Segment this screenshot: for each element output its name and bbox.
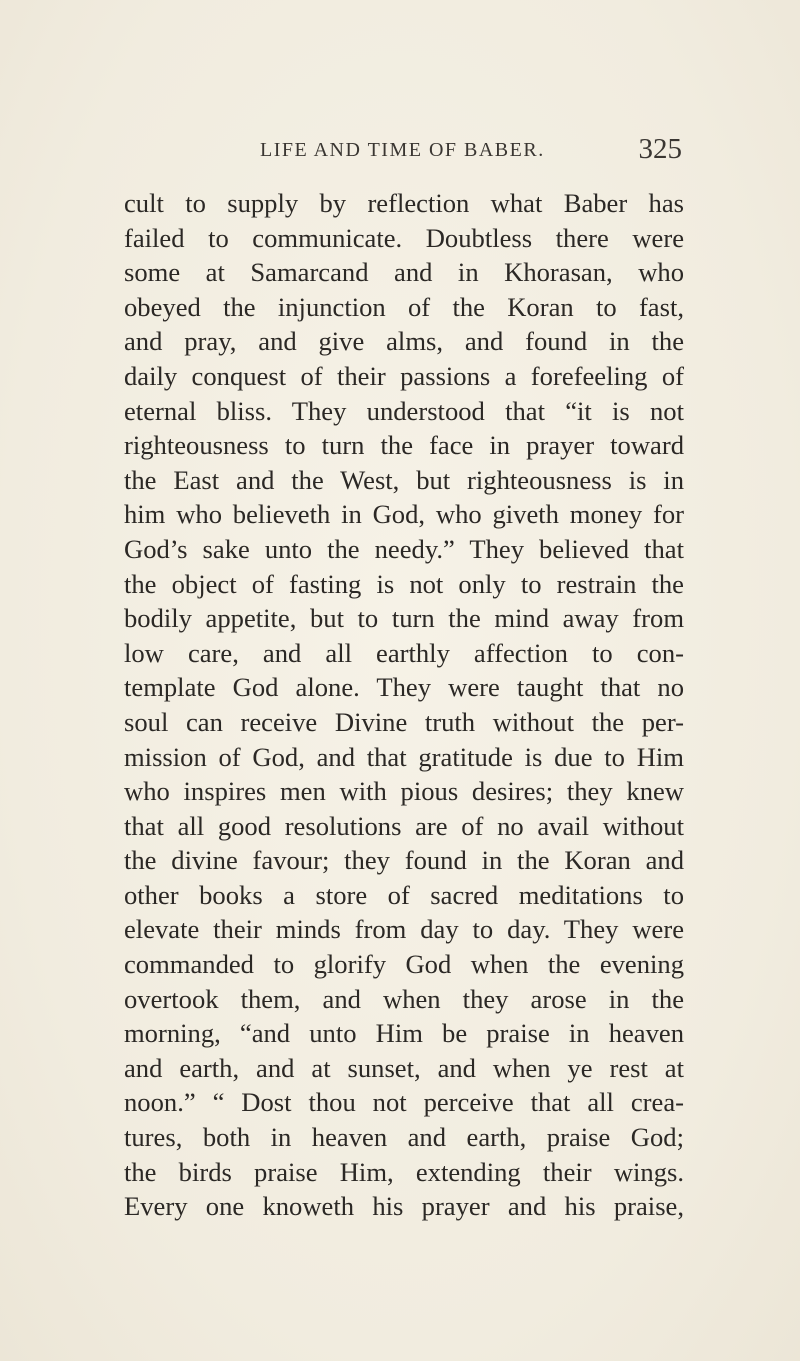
text-line: eternal bliss. They understood that “it is not [124,395,684,426]
text-line: mission of God, and that gratitude is due to Him [124,741,684,772]
text-line: bodily appetite, but to turn the mind away from [124,603,684,634]
text-line: the divine favour; they found in the Koran and [124,845,684,876]
text-line: that all good resolutions are of no avail without [124,810,684,841]
running-title: LIFE AND TIME OF BABER. [260,139,545,161]
text-line: the East and the West, but righteousness is in [124,464,684,495]
text-line: elevate their minds from day to day. They were [124,914,684,945]
text-line: other books a store of sacred meditations to [124,879,684,910]
text-line: righteousness to turn the face in prayer toward [124,430,684,461]
text-line: the object of fasting is not only to restrain the [124,568,684,599]
text-line: and earth, and at sunset, and when ye rest at [124,1052,684,1083]
text-line: God’s sake unto the needy.” They believed that [124,533,684,564]
text-line: the birds praise Him, extending their wings. [124,1156,684,1187]
text-line: overtook them, and when they arose in the [124,983,684,1014]
text-line: low care, and all earthly affection to con- [124,637,684,668]
text-line: commanded to glorify God when the evening [124,949,684,980]
text-line: and pray, and give alms, and found in the [124,326,684,357]
text-line: failed to communicate. Doubtless there were [124,222,684,253]
text-line: cult to supply by reflection what Baber has [124,188,684,218]
text-line: some at Samarcand and in Khorasan, who [124,257,684,288]
text-line: him who believeth in God, who giveth money for [124,499,684,530]
running-head [180,133,682,173]
text-line: morning, “and unto Him be praise in heaven [124,1018,684,1049]
text-line: soul can receive Divine truth without the per- [124,706,684,737]
text-line: noon.” “ Dost thou not perceive that all crea- [124,1087,684,1118]
text-line: template God alone. They were taught that no [124,672,684,703]
text-line: who inspires men with pious desires; they knew [124,776,684,807]
text-line: Every one knoweth his prayer and his praise, [124,1191,684,1222]
text-line: obeyed the injunction of the Koran to fast, [124,291,684,322]
text-line: tures, both in heaven and earth, praise God; [124,1122,684,1153]
page-number: 325 [638,133,682,165]
text-line: daily conquest of their passions a forefeeling of [124,360,684,391]
body-paragraph [124,186,684,1224]
